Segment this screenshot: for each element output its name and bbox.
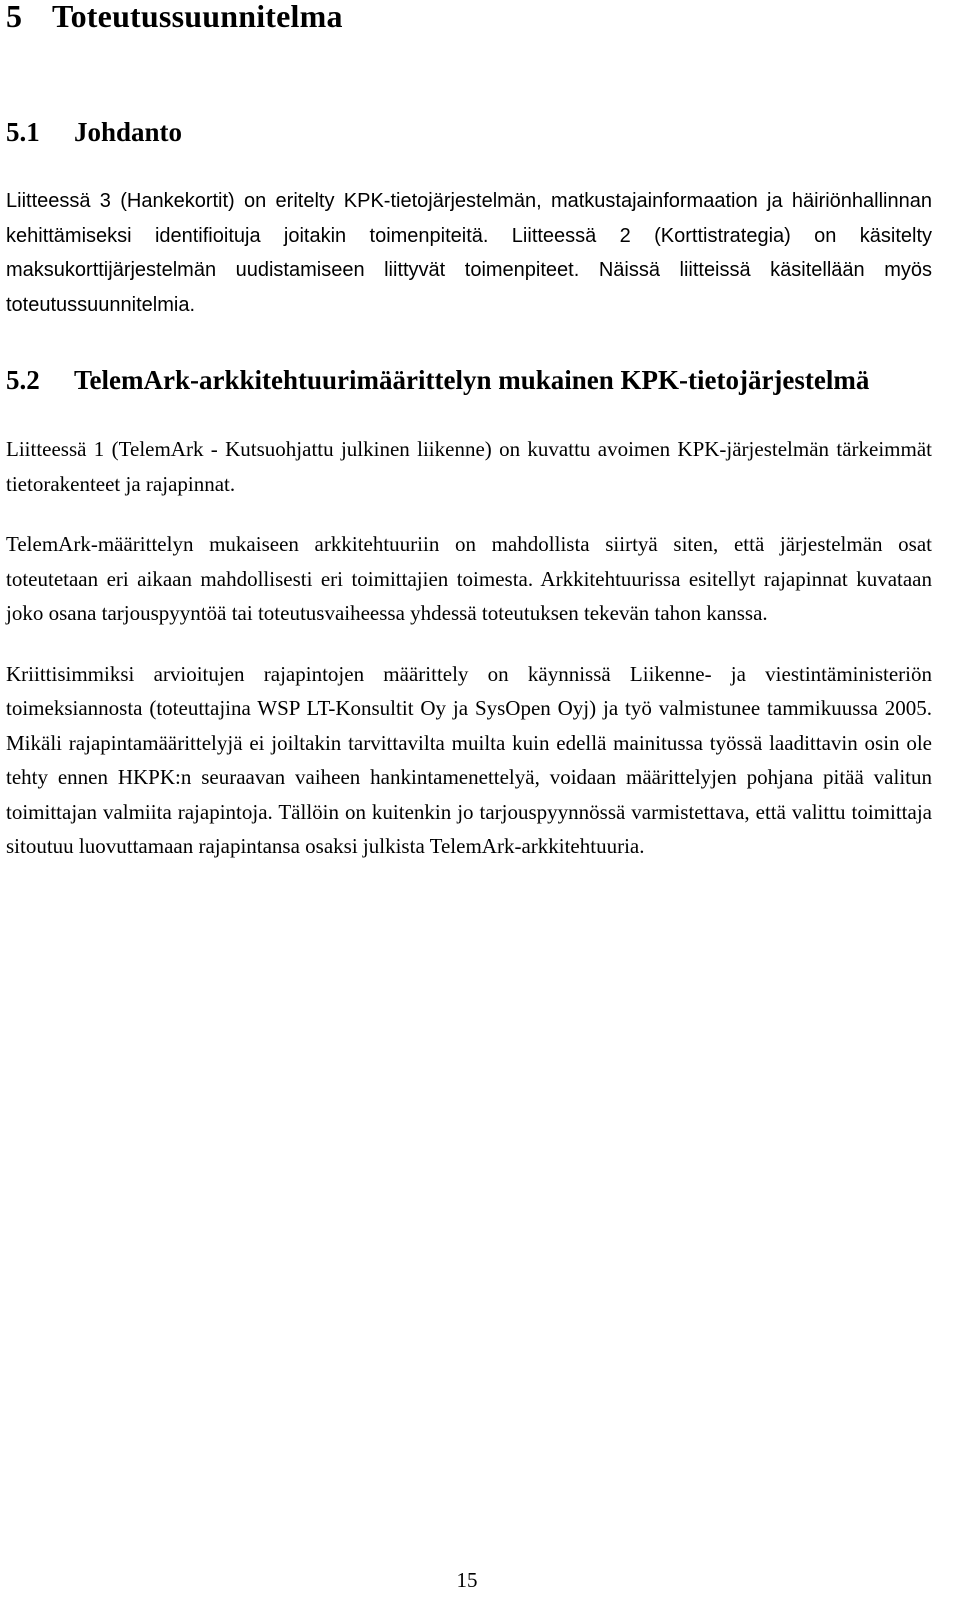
telemark-paragraph-1: Liitteessä 1 (TelemArk - Kutsuohjattu julkinen liikenne) on kuvattu avoimen KPK-järjestelmän tärkeimmät tietorakenteet ja rajapinnat. <box>6 437 932 496</box>
section-heading-johdanto <box>6 114 932 150</box>
chapter-heading <box>6 0 932 32</box>
section-title: Johdanto <box>74 117 183 147</box>
telemark-paragraph-3: Kriittisimmiksi arvioitujen rajapintojen määrittely on käynnissä Liikenne- ja viestintäministeriön toimeksiannosta (toteuttajina WSP LT-Konsultit Oy ja SysOpen Oyj) ja työ valmistunee tammikuussa 2005. Mikäli rajapintamäärittelyjä ei joiltakin tarvittavilta muilta kuin edellä mainitussa työssä laadittavin osin ole tehty ennen HKPK:n seuraavan vaiheen hankintamenettelyä, voidaan määrittelyjen pohjana pitää valitun toimittajan valmiita rajapintoja. Tällöin on kuitenkin jo tarjouspyynnössä varmistettava, että valittu toimittaja sitoutuu luovuttamaan rajapintansa osaksi julkista TelemArk-arkkitehtuuria. <box>6 661 932 858</box>
section-title: TelemArk-arkkitehtuurimäärittelyn mukainen KPK-tietojärjestelmä <box>74 365 870 395</box>
chapter-title: Toteutussuunnitelma <box>52 0 343 34</box>
section-heading-telemark <box>6 362 932 398</box>
section-number: 5.2 <box>6 365 40 395</box>
telemark-paragraph-2: TelemArk-määrittelyn mukaiseen arkkitehtuuriin on mahdollista siirtyä siten, että järjestelmän osat toteutetaan eri aikaan mahdollisesti eri toimittajien toimesta. Arkkitehtuurissa esitellyt rajapinnat kuvataan joko osana tarjouspyyntöä tai toteutusvaiheessa yhdessä toteutuksen tekevän tahon kanssa. <box>6 532 932 625</box>
intro-paragraph: Liitteessä 3 (Hankekortit) on eritelty KPK-tietojärjestelmän, matkustajainformaation ja häiriönhallinnan kehittämiseksi identifioituja joitakin toimenpiteitä. Liitteessä 2 (Korttistrategia) on käsitelty maksukorttijärjestelmän uudistamiseen liittyvät toimenpiteet. Näissä liitteissä käsitellään myös toteutussuunnitelmia. <box>6 190 932 316</box>
section-number: 5.1 <box>6 117 40 147</box>
document-page <box>6 0 932 864</box>
page-number: 15 <box>456 1568 478 1592</box>
chapter-number: 5 <box>6 0 23 34</box>
